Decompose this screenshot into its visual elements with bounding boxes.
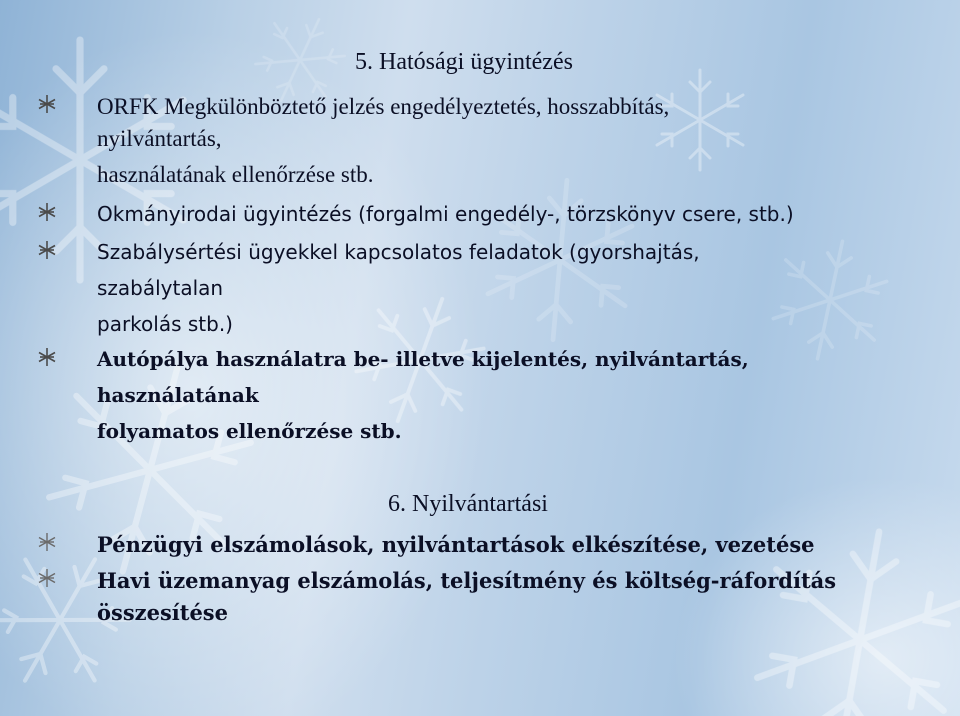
bullet-line: Pénzügyi elszámolások, nyilvántartások elkészítése, vezetése [97, 532, 815, 557]
snowflake-icon [37, 347, 57, 367]
bullet-text [97, 90, 669, 194]
bullet-line: szabálytalan [97, 276, 224, 300]
bullet-text [97, 236, 700, 344]
bullet-line: használatának ellenőrzése stb. [97, 162, 374, 187]
snowflake-icon [37, 532, 57, 552]
section-heading-hatosagi: 5. Hatósági ügyintézés [355, 49, 573, 75]
section-heading-nyilvantartasi: 6. Nyilvántartási [388, 491, 548, 517]
bullet-text [97, 528, 815, 564]
snowflake-icon [37, 94, 57, 114]
bullet-line: összesítése [97, 600, 228, 625]
snowflake-icon [37, 240, 57, 260]
bullet-line: Okmányirodai ügyintézés (forgalmi engedély-, törzskönyv csere, stb.) [97, 202, 794, 226]
bullet-line: parkolás stb.) [97, 312, 233, 336]
bullet-text [97, 198, 794, 234]
bullet-line: Szabálysértési ügyekkel kapcsolatos feladatok (gyorshajtás, [97, 240, 700, 264]
bullet-line: nyilvántartás, [97, 126, 222, 151]
snowflake-icon [37, 568, 57, 588]
bullet-line: Autópálya használatra be- illetve kijelentés, nyilvántartás, [97, 347, 749, 371]
bullet-line: használatának [97, 383, 259, 407]
snowflake-icon [37, 202, 57, 222]
bullet-text [97, 564, 836, 632]
bullet-line: folyamatos ellenőrzése stb. [97, 419, 402, 443]
bullet-line: ORFK Megkülönböztető jelzés engedélyeztetés, hosszabbítás, [97, 94, 670, 119]
bullet-text [97, 343, 749, 451]
bullet-line: Havi üzemanyag elszámolás, teljesítmény és költség-ráfordítás [97, 568, 837, 593]
